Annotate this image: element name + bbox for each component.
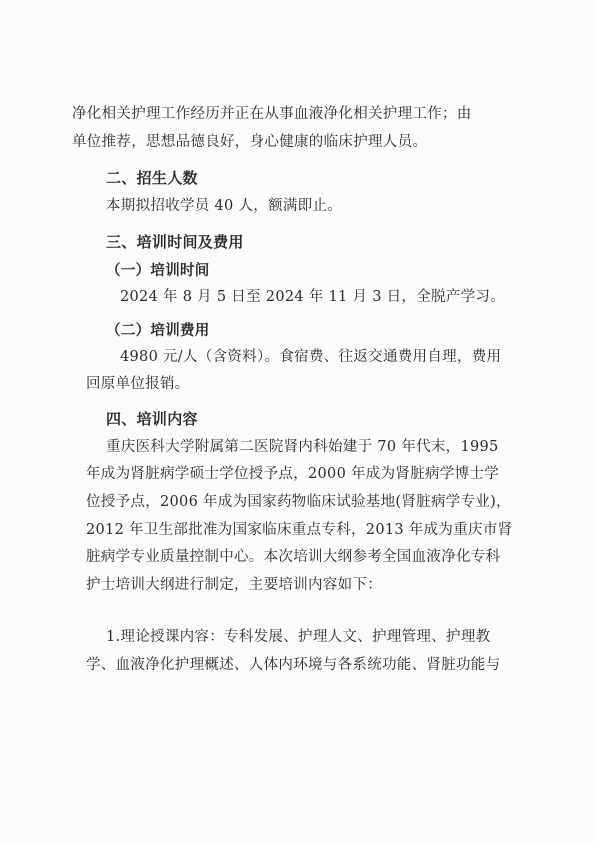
section-heading-time-fee: 三、培训时间及费用: [106, 233, 244, 251]
paragraph-line: 重庆医科大学附属第二医院肾内科始建于 70 年代末，1995: [106, 439, 499, 455]
paragraph-line: 4980 元/人（含资料）。食宿费、往返交通费用自理，费用: [120, 349, 502, 365]
paragraph-line: 2024 年 8 月 5 日至 2024 年 11 月 3 日，全脱产学习。: [120, 289, 506, 305]
paragraph-line: 位授予点，2006 年成为国家药物临床试验基地(肾脏病学专业)，: [86, 494, 511, 510]
subsection-heading-time: （一）培训时间: [106, 263, 210, 279]
paragraph-line: 学、血液净化护理概述、人体内环境与各系统功能、肾脏功能与: [86, 657, 501, 673]
paragraph-line: 2012 年卫生部批准为国家临床重点专科，2013 年成为重庆市肾: [86, 522, 513, 538]
paragraph-line: 本期拟招收学员 40 人，额满即止。: [106, 198, 343, 214]
paragraph-line: 年成为肾脏病学硕士学位授予点，2000 年成为肾脏病学博士学: [86, 466, 500, 482]
paragraph-line: 单位推荐，思想品德良好，身心健康的临床护理人员。: [72, 134, 428, 150]
section-heading-quota: 二、招生人数: [106, 169, 198, 187]
paragraph-line: 1.理论授课内容：专科发展、护理人文、护理管理、护理教: [106, 629, 491, 645]
paragraph-line: 护士培训大纲进行制定，主要培训内容如下：: [86, 577, 382, 593]
paragraph-line: 回原单位报销。: [86, 376, 190, 392]
paragraph-line: 净化相关护理工作经历并正在从事血液净化相关护理工作；由: [72, 106, 472, 122]
subsection-heading-fee: （二）培训费用: [106, 323, 210, 339]
section-heading-content: 四、培训内容: [106, 410, 198, 428]
paragraph-line: 脏病学专业质量控制中心。本次培训大纲参考全国血液净化专科: [86, 549, 501, 565]
